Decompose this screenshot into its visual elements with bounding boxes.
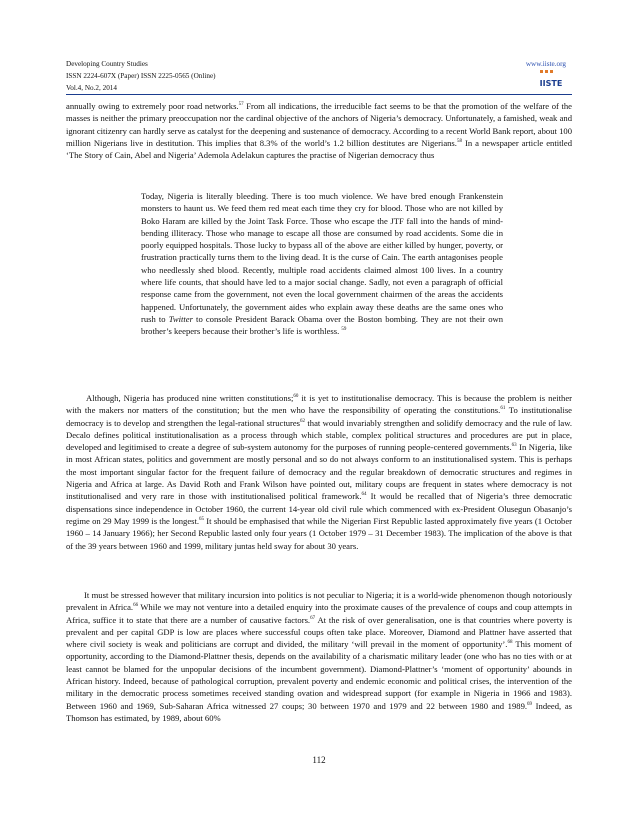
footnote-ref: 58 — [456, 138, 462, 144]
paragraph-2: Although, Nigeria has produced nine written constitutions;$^{60}$ it is yet to institutionalise democracy. This is because the problem is neither with the makers nor matters of the constitution; but the men who have the responsibility of operating the constitutions.$^{61}$ To institutionalise democracy is to develop and strengthen the legal-rational structures$^{62}$ that would invariably strengthen and solidify democracy and the rule of law. Decalo defines political institutionalisation as a process through which stable, complex political structures and procedures are put in place, developed and legitimised to create a degree of sub-system autonomy for the purposes of running people-centered governments.$^{63}$ In Nigeria, like in most African states, politics and government are mostly personal and so do not always conform to an institutionalised system. This is perhaps the most important singular factor for the frequent failure of democracy and the regular breakdown of democratic structures and regimes in Nigeria and Africa at large. As David Roth and Frank Wilson have pointed out, military coups are frequent in states where democracy is not institutionalised and very rare in those with institutionalised political framework.$^{64}$ It would be recalled that of Nigeria’s three democratic dispensations since independence in October 1960, the current 14-year old civil rule which commenced with ex-President Olusegun Obasanjo’s regime on 29 May 1999 is the longest.$^{65}$ It should be emphasised that while the Nigerian First Republic lasted approximately five years (1 October 1960 – 14 January 1966); her Second Republic lasted only four years (1 October 1979 – 31 December 1983). The implication of the above is that of the 39 years between 1960 and 1999, military juntas held sway for about 30 years. — [66, 393, 573, 551]
footnote-ref: 61 — [500, 406, 506, 412]
footnote-ref: 66 — [133, 603, 139, 609]
page-header — [66, 58, 570, 94]
journal-name: Developing Country Studies — [66, 60, 148, 68]
footnote-ref: 57 — [238, 102, 244, 107]
journal-url[interactable]: www.iiste.org — [525, 60, 566, 68]
block-quote: Today, Nigeria is literally bleeding. There is too much violence. We have bred enough Frankenstein monsters to haunt us. We feed them red meat each time they cry for blood. Those who are not killed by Boko Haram are killed by the Joint Task Force. Those who escape the JTF fall into the hands of mind-bending illiteracy. Those who manage to escape all those are consumed by road accidents. Some die in poorly equipped hospitals. Those lucky to bypass all of the above are either killed by hunger, poverty, or frustration practically turns them to the living dead. It is the curse of Cain. The earth antagonises people who needlessly shed blood. Recently, multiple road accidents claimed almost 100 lives. In a country where life counts, that should have led to a major social change. Sadly, not even a paragraph of official response came from the government, not even the local government chairmen of the areas the accidents happened. Unfortunately, the government aides who explain away these deaths are the same ones who rush to Twitter to console President Barack Obama over the Boston bombing. They are not their own brother’s keepers because their brother’s life is worthless. $^{59}$ — [141, 191, 504, 337]
footnote-ref: 62 — [300, 418, 306, 424]
issn-line: ISSN 2224-607X (Paper) ISSN 2225-0565 (Online) — [66, 72, 216, 80]
footnote-ref: 69 — [527, 701, 533, 707]
paragraph-1: annually owing to extremely poor road networks.$^{57}$ From all indications, the irreducible fact seems to be that the promotion of the welfare of the masses is neither the primary preoccupation nor the cardinal objective of the anchors of Nigeria’s democracy. Unfortunately, a famished, weak and ignorant citizenry can hardly serve as catalyst for the deepening and sustenance of democracy. According to a recent World Bank report, about 100 million Nigerians live in destitution. This implies that 8.3% of the world’s 1.2 billion destitutes are Nigerians.$^{58}$ In a newspaper article entitled ‘The Story of Cain, Abel and Nigeria’ Ademola Adelakun captures the practise of Nigerian democracy thus — [66, 101, 573, 161]
header-rule — [66, 94, 572, 95]
footnote-ref: 64 — [361, 492, 367, 498]
svg-text:IISTE: IISTE — [539, 79, 563, 88]
footnote-ref: 68 — [507, 640, 513, 646]
twitter-italic: Twitter — [168, 313, 193, 324]
footnote-ref: 59 — [341, 327, 347, 333]
iiste-logo — [538, 69, 564, 91]
footnote-ref: 63 — [511, 443, 517, 449]
volume-line: Vol.4, No.2, 2014 — [66, 84, 117, 92]
page-number: 112 — [312, 755, 326, 765]
footnote-ref: 65 — [199, 516, 205, 522]
footnote-ref: 67 — [310, 615, 316, 621]
paragraph-3: It must be stressed however that military incursion into politics is not peculiar to Nigeria; it is a world-wide phenomenon though notoriously prevalent in Africa.$^{66}$ While we may not venture into a detailed enquiry into the proximate causes of the prevalence of coups and coup attempts in Africa, suffice it to state that there are a number of causative factors.$^{67}$ At the risk of over generalisation, one is that countries where poverty is prevalent and per capital GDP is low are places where successful coups often take place. Moreover, Diamond and Plattner have asserted that where civil society is weak and politicians are corrupt and divided, the military ‘will prevail in the moment of opportunity’.$^{68}$ This moment of opportunity, according to the Diamond-Plattner thesis, depends on the availability of a charismatic military leader (one who has no ties with or at least cannot be blamed for the unpopular decisions of the incumbent government). Diamond-Plattner’s ‘moment of opportunity’ abounds in African history. Indeed, because of pathological corruption, prevalent poverty and endemic economic and political crises, the intervention of the military in the democratic process sometimes received standing ovation and widespread support (for example in Nigeria in 1966 and 1983). Between 1960 and 1969, Sub-Saharan Africa witnessed 27 coups; 30 between 1970 and 1979 and 22 between 1980 and 1989.69 Indeed, as Thomson has estimated, by 1989, about 60% — [66, 590, 573, 723]
footnote-ref: 60 — [293, 394, 299, 399]
